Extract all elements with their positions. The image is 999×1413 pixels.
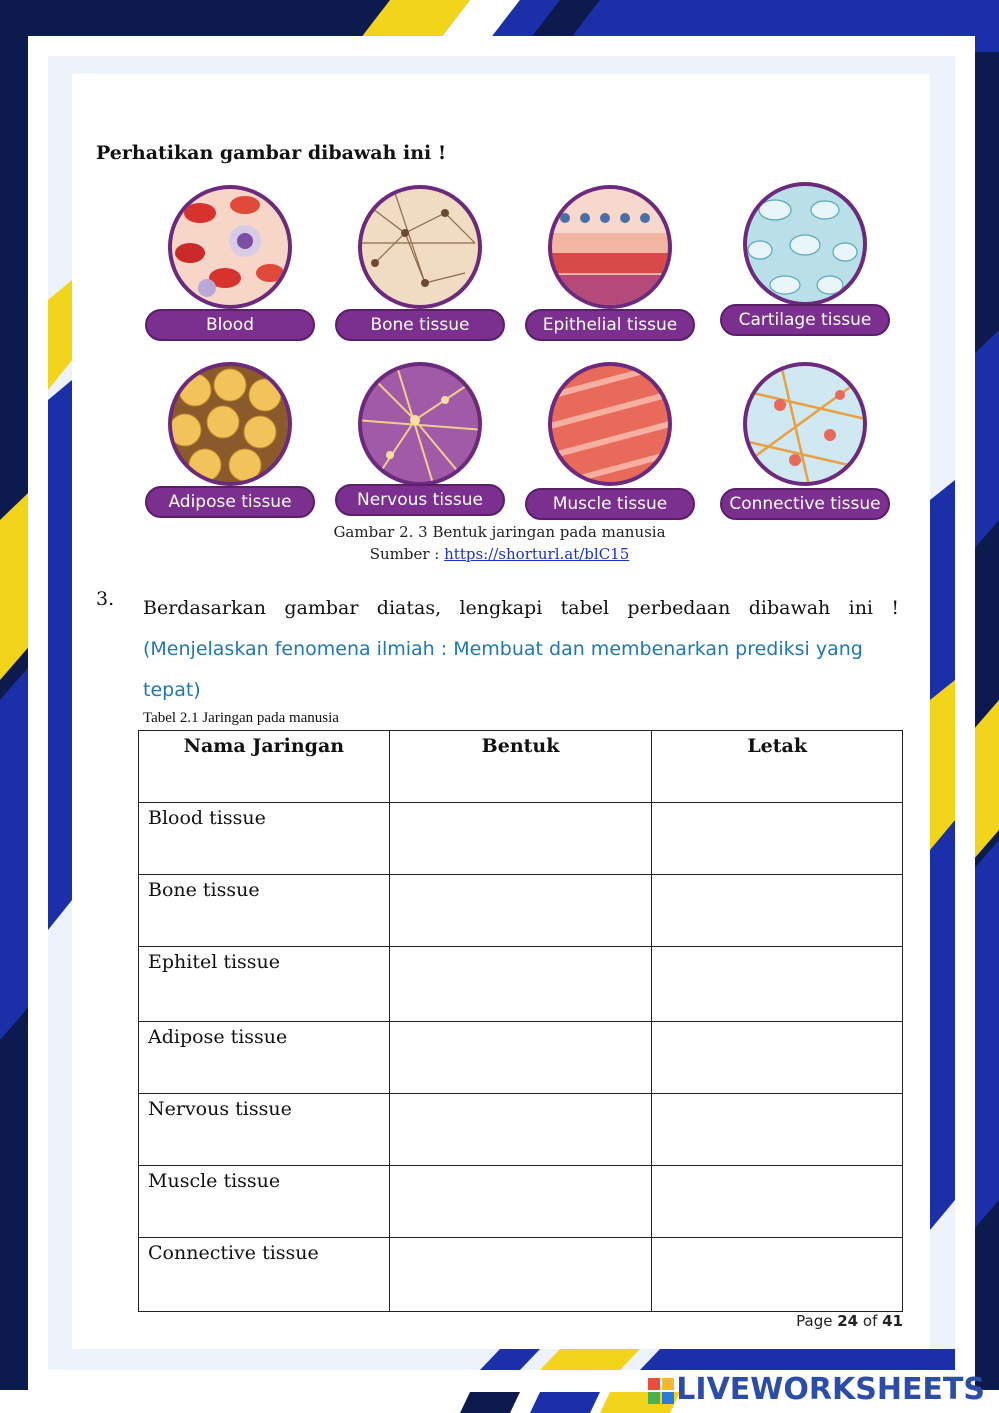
page-prefix: Page bbox=[796, 1312, 838, 1330]
tissue-card-bone bbox=[335, 183, 510, 353]
bentuk-answer-cell[interactable] bbox=[389, 1238, 652, 1312]
page-total: 41 bbox=[882, 1312, 903, 1330]
question-number: 3. bbox=[96, 588, 115, 610]
header-nama-jaringan: Nama Jaringan bbox=[139, 731, 390, 803]
tissue-label: Muscle tissue bbox=[525, 488, 695, 520]
bentuk-answer-cell[interactable] bbox=[389, 1094, 652, 1166]
epithelial-tissue-icon bbox=[525, 183, 700, 313]
header-letak: Letak bbox=[652, 731, 903, 803]
tissue-card-adipose bbox=[145, 360, 320, 530]
tissue-label: Epithelial tissue bbox=[525, 309, 695, 341]
tissue-name-cell: Adipose tissue bbox=[139, 1022, 390, 1094]
tissue-card-nervous bbox=[335, 360, 510, 530]
tissue-card-cartilage bbox=[720, 180, 895, 350]
table-header-row bbox=[139, 731, 903, 803]
bentuk-answer-cell[interactable] bbox=[389, 1166, 652, 1238]
bentuk-answer-cell[interactable] bbox=[389, 1022, 652, 1094]
cartilage-tissue-icon bbox=[720, 180, 895, 310]
tissue-card-muscle bbox=[525, 360, 700, 530]
tissue-label: Blood bbox=[145, 309, 315, 341]
source-label: Sumber : bbox=[369, 545, 445, 563]
bone-tissue-icon bbox=[335, 183, 510, 313]
tissue-table bbox=[138, 730, 903, 1312]
tissue-name-cell: Blood tissue bbox=[139, 803, 390, 875]
source-link[interactable]: https://shorturl.at/blC15 bbox=[444, 545, 630, 563]
letak-answer-cell[interactable] bbox=[652, 1166, 903, 1238]
question-note: (Menjelaskan fenomena ilmiah : Membuat dan membenarkan prediksi yang tepat) bbox=[143, 638, 863, 701]
letak-answer-cell[interactable] bbox=[652, 875, 903, 947]
tissue-label: Cartilage tissue bbox=[720, 304, 890, 336]
blood-icon bbox=[145, 183, 320, 313]
table-row bbox=[139, 1094, 903, 1166]
table-row bbox=[139, 875, 903, 947]
tissue-label: Bone tissue bbox=[335, 309, 505, 341]
bentuk-answer-cell[interactable] bbox=[389, 875, 652, 947]
question-text: Berdasarkan gambar diatas, lengkapi tabel perbedaan dibawah ini ! bbox=[143, 597, 899, 619]
connective-tissue-icon bbox=[720, 360, 895, 490]
muscle-tissue-icon bbox=[525, 360, 700, 490]
tissue-name-cell: Muscle tissue bbox=[139, 1166, 390, 1238]
tissue-name-cell: Connective tissue bbox=[139, 1238, 390, 1312]
letak-answer-cell[interactable] bbox=[652, 1094, 903, 1166]
tissue-label: Nervous tissue bbox=[335, 484, 505, 516]
watermark-text: LIVEWORKSHEETS bbox=[676, 1372, 985, 1407]
letak-answer-cell[interactable] bbox=[652, 947, 903, 1022]
tissue-label: Adipose tissue bbox=[145, 486, 315, 518]
letak-answer-cell[interactable] bbox=[652, 1022, 903, 1094]
figure-caption: Gambar 2. 3 Bentuk jaringan pada manusia bbox=[333, 523, 666, 541]
table-caption: Tabel 2.1 Jaringan pada manusia bbox=[143, 710, 339, 726]
table-row bbox=[139, 1166, 903, 1238]
tissue-card-blood bbox=[145, 183, 320, 353]
tissue-name-cell: Nervous tissue bbox=[139, 1094, 390, 1166]
letak-answer-cell[interactable] bbox=[652, 803, 903, 875]
header-bentuk: Bentuk bbox=[389, 731, 652, 803]
tissue-card-epithelial bbox=[525, 183, 700, 353]
liveworksheets-watermark bbox=[648, 1372, 985, 1407]
bentuk-answer-cell[interactable] bbox=[389, 947, 652, 1022]
table-row bbox=[139, 1238, 903, 1312]
page-current: 24 bbox=[837, 1312, 859, 1330]
table-row bbox=[139, 947, 903, 1022]
table-row bbox=[139, 1022, 903, 1094]
liveworksheets-logo-icon bbox=[648, 1378, 674, 1404]
tissue-name-cell: Bone tissue bbox=[139, 875, 390, 947]
page-number bbox=[796, 1312, 903, 1330]
nervous-tissue-icon bbox=[335, 360, 510, 490]
instruction-heading: Perhatikan gambar dibawah ini ! bbox=[96, 142, 447, 164]
bentuk-answer-cell[interactable] bbox=[389, 803, 652, 875]
tissue-name-cell: Ephitel tissue bbox=[139, 947, 390, 1022]
adipose-tissue-icon bbox=[145, 360, 320, 490]
page-of: of bbox=[858, 1312, 883, 1330]
table-row bbox=[139, 803, 903, 875]
letak-answer-cell[interactable] bbox=[652, 1238, 903, 1312]
figure-source bbox=[0, 545, 999, 563]
tissue-card-connective bbox=[720, 360, 895, 530]
tissue-label: Connective tissue bbox=[720, 488, 890, 520]
